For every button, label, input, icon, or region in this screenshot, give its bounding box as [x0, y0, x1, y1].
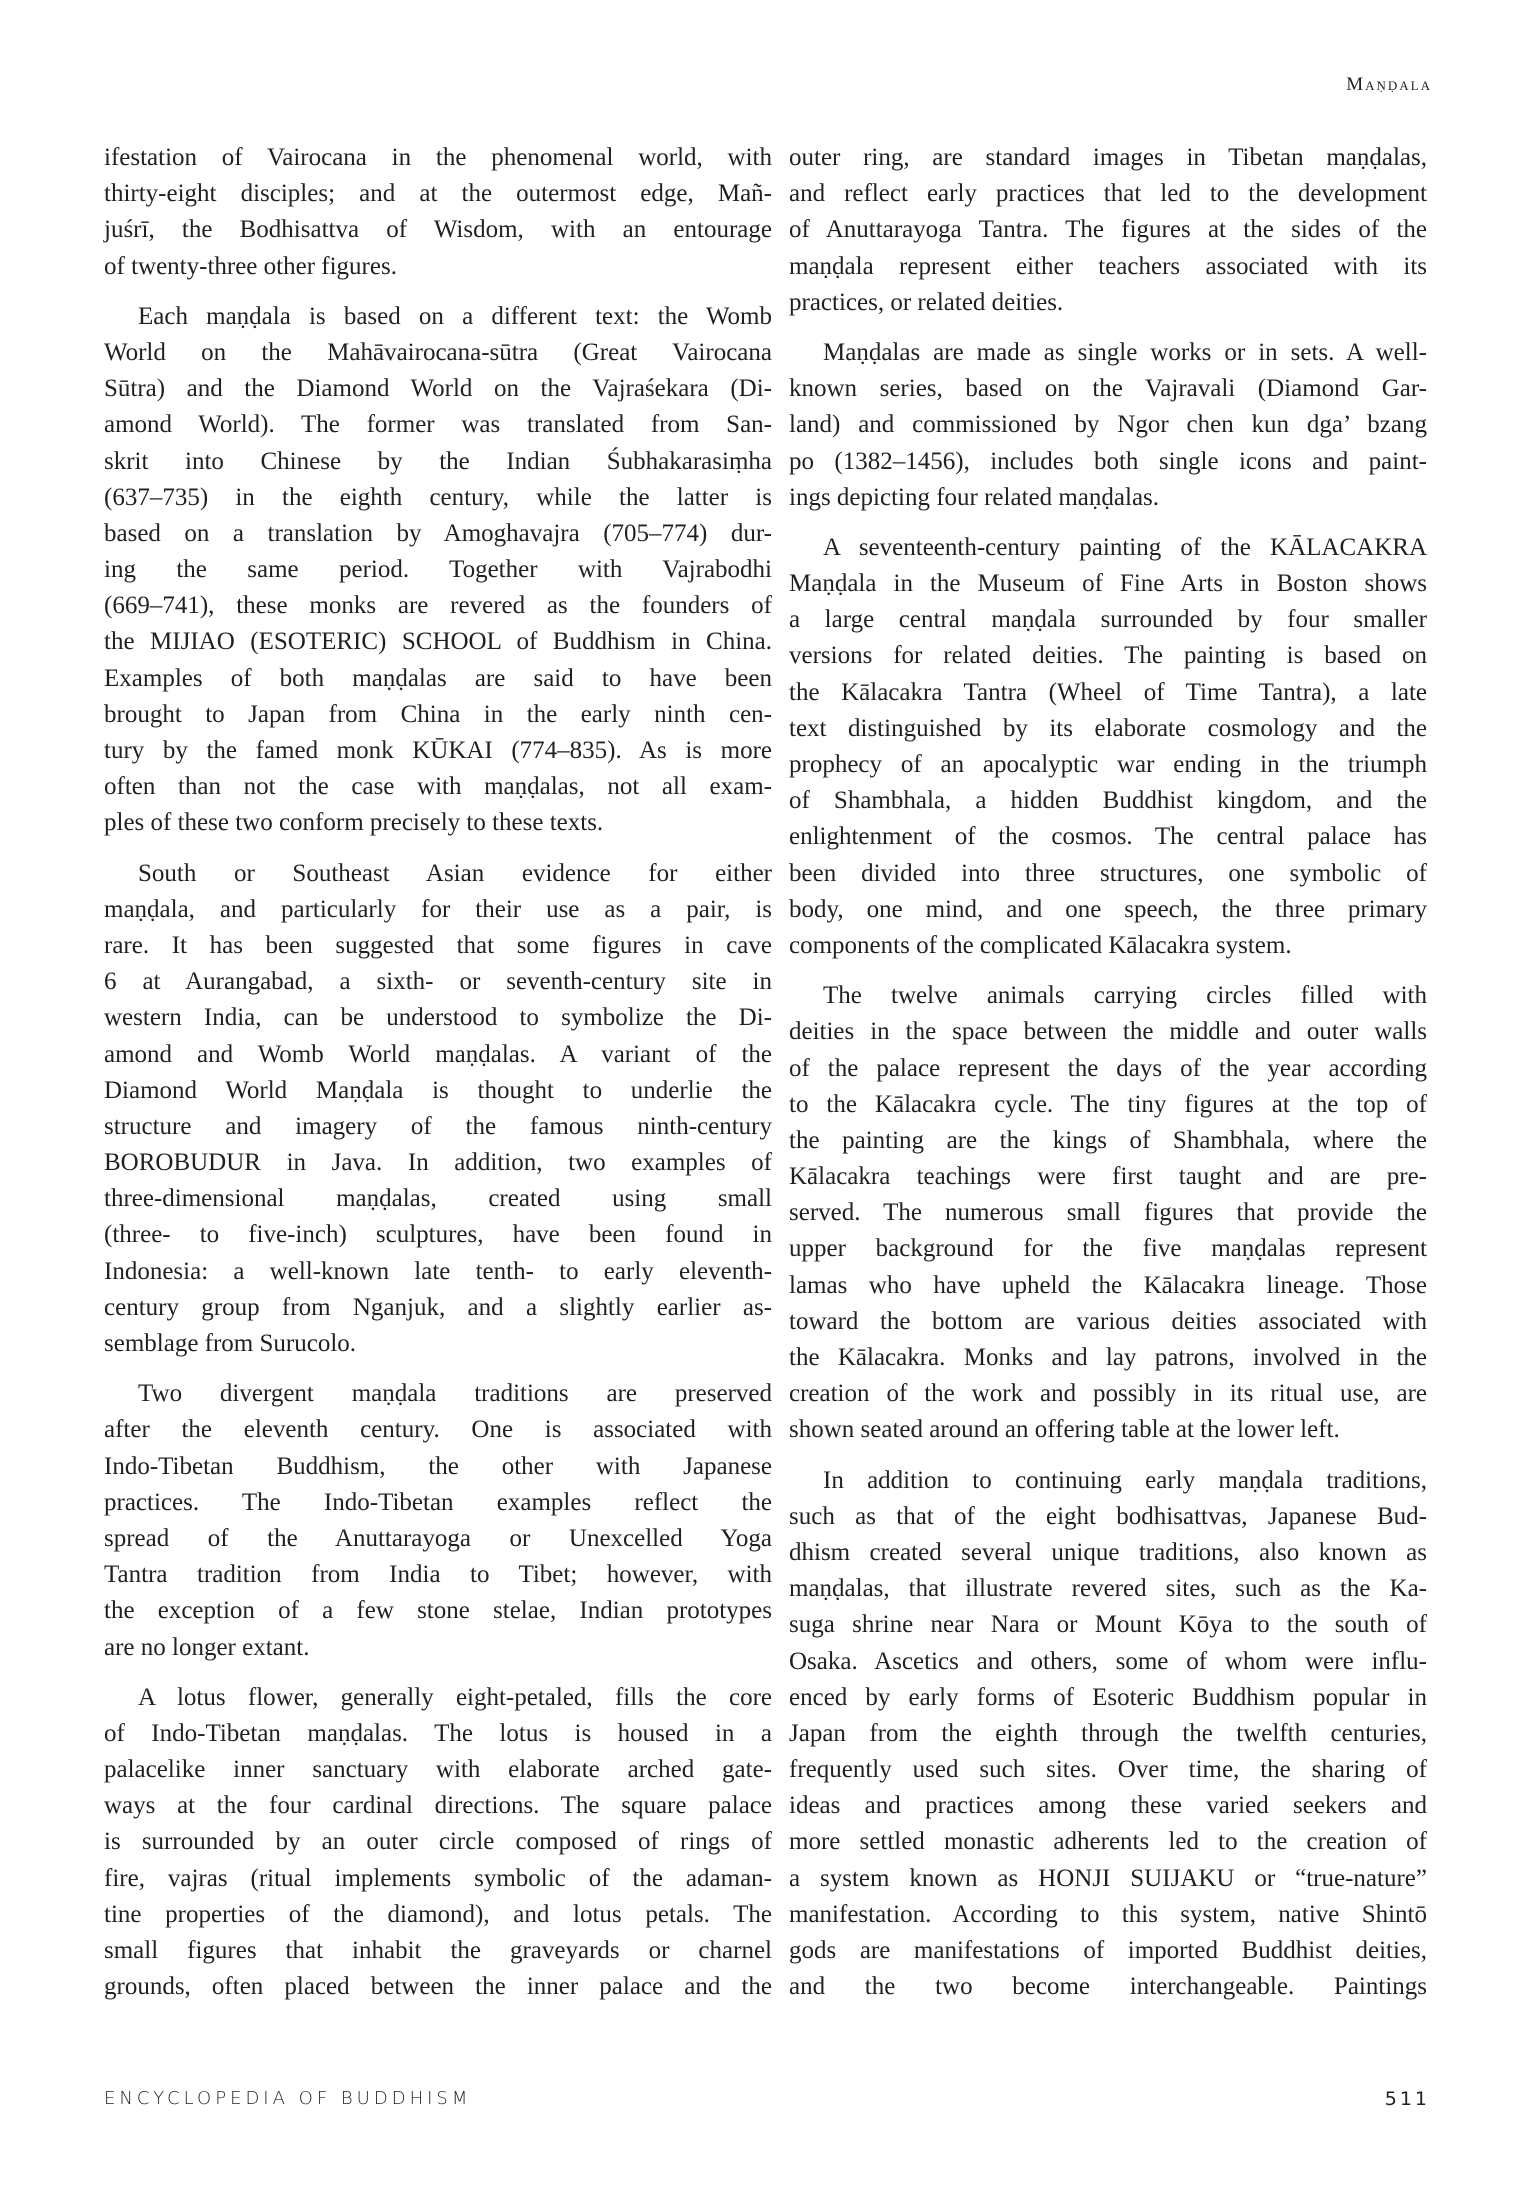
- text-line: skrit into Chinese by the Indian Śubhakarasiṃha: [104, 447, 772, 475]
- text-line: shown seated around an offering table at the lower left.: [789, 1416, 1340, 1444]
- text-line: dhism created several unique traditions, also known as: [789, 1538, 1427, 1566]
- text-line: po (1382–1456), includes both single icons and paint-: [789, 447, 1427, 475]
- text-line: components of the complicated Kālacakra system.: [789, 931, 1292, 959]
- text-line: upper background for the five maṇḍalas represent: [789, 1235, 1427, 1263]
- paragraph: [789, 1463, 1427, 2006]
- text-line: tury by the famed monk KŪKAI (774–835). As is more: [104, 737, 772, 764]
- text-line: structure and imagery of the famous ninth-century: [104, 1112, 772, 1140]
- text-line: palacelike inner sanctuary with elaborate arched gate-: [104, 1756, 772, 1784]
- text-line: practices. The Indo-Tibetan examples reflect the: [104, 1488, 772, 1516]
- text-line: Osaka. Ascetics and others, some of whom were influ-: [789, 1647, 1427, 1675]
- text-line: practices, or related deities.: [789, 288, 1064, 316]
- text-line: tine properties of the diamond), and lotus petals. The: [104, 1900, 772, 1928]
- text-line: South or Southeast Asian evidence for either: [138, 859, 772, 887]
- text-line: of Indo-Tibetan maṇḍalas. The lotus is housed in a: [104, 1719, 772, 1747]
- paragraph: [104, 1680, 772, 2006]
- right-column: [789, 140, 1427, 2019]
- text-line: based on a translation by Amoghavajra (705–774) dur-: [104, 519, 772, 547]
- running-head: Maṇḍala: [1346, 74, 1432, 95]
- paragraph: [789, 140, 1427, 321]
- paragraph: [789, 335, 1427, 516]
- text-line: In addition to continuing early maṇḍala traditions,: [823, 1466, 1427, 1494]
- text-line: amond World). The former was translated from San-: [104, 411, 772, 439]
- paragraph: [104, 1376, 772, 1666]
- text-line: western India, can be understood to symbolize the Di-: [104, 1004, 772, 1032]
- text-line: lamas who have upheld the Kālacakra lineage. Those: [789, 1271, 1427, 1299]
- text-line: often than not the case with maṇḍalas, not all exam-: [104, 773, 772, 801]
- text-line: known series, based on the Vajravali (Diamond Gar-: [789, 375, 1427, 403]
- paragraph: [104, 856, 772, 1363]
- text-line: A lotus flower, generally eight-petaled, fills the core: [138, 1683, 772, 1711]
- text-line: brought to Japan from China in the early ninth cen-: [104, 700, 772, 728]
- text-line: a system known as HONJI SUIJAKU or “true-nature”: [789, 1864, 1427, 1892]
- text-line: is surrounded by an outer circle composed of rings of: [104, 1828, 772, 1856]
- text-line: and reflect early practices that led to the development: [789, 180, 1427, 208]
- text-line: Diamond World Maṇḍala is thought to underlie the: [104, 1076, 772, 1104]
- text-line: of twenty-three other figures.: [104, 252, 397, 280]
- text-line: Indonesia: a well-known late tenth- to early eleventh-: [104, 1257, 772, 1285]
- text-line: of Anuttarayoga Tantra. The figures at the sides of the: [789, 216, 1427, 244]
- text-line: a large central maṇḍala surrounded by four smaller: [789, 606, 1427, 634]
- text-line: Sūtra) and the Diamond World on the Vajraśekara (Di-: [104, 375, 772, 403]
- text-line: text distinguished by its elaborate cosmology and the: [789, 714, 1427, 742]
- page-number: 511: [1384, 2088, 1430, 2110]
- paragraph: [789, 530, 1427, 964]
- text-line: prophecy of an apocalyptic war ending in the triumph: [789, 751, 1427, 778]
- text-line: Indo-Tibetan Buddhism, the other with Japanese: [104, 1452, 772, 1480]
- text-line: of the palace represent the days of the year according: [789, 1054, 1427, 1082]
- text-line: thirty-eight disciples; and at the outermost edge, Mañ-: [104, 180, 772, 208]
- text-line: land) and commissioned by Ngor chen kun dga’ bzang: [789, 411, 1427, 439]
- text-line: to the Kālacakra cycle. The tiny figures at the top of: [789, 1090, 1427, 1118]
- text-line: Japan from the eighth through the twelfth centuries,: [789, 1719, 1427, 1747]
- text-line: rare. It has been suggested that some figures in cave: [104, 931, 772, 959]
- text-line: semblage from Surucolo.: [104, 1330, 357, 1357]
- text-line: The twelve animals carrying circles filled with: [823, 982, 1427, 1010]
- text-line: maṇḍala, and particularly for their use as a pair, is: [104, 895, 772, 923]
- text-line: (669–741), these monks are revered as the founders of: [104, 592, 772, 620]
- text-line: enced by early forms of Esoteric Buddhism popular in: [789, 1683, 1427, 1711]
- text-line: versions for related deities. The painting is based on: [789, 642, 1427, 670]
- text-line: the Kālacakra. Monks and lay patrons, involved in the: [789, 1344, 1427, 1371]
- text-line: such as that of the eight bodhisattvas, Japanese Bud-: [789, 1502, 1427, 1530]
- footer-book-title: ENCYCLOPEDIA OF BUDDHISM: [104, 2088, 472, 2109]
- text-line: toward the bottom are various deities associated with: [789, 1307, 1427, 1335]
- left-column: [104, 140, 772, 2019]
- text-line: grounds, often placed between the inner palace and the: [104, 1973, 772, 2001]
- text-line: fire, vajras (ritual implements symbolic of the adaman-: [104, 1864, 772, 1892]
- text-line: A seventeenth-century painting of the KĀLACAKRA: [823, 533, 1427, 561]
- text-line: ples of these two conform precisely to these texts.: [104, 809, 604, 837]
- text-line: three-dimensional maṇḍalas, created using small: [104, 1185, 772, 1213]
- text-line: and the two become interchangeable. Paintings: [789, 1973, 1427, 2001]
- text-line: Maṇḍalas are made as single works or in sets. A well-: [823, 338, 1427, 366]
- text-line: Kālacakra teachings were first taught and are pre-: [789, 1163, 1427, 1191]
- text-line: ings depicting four related maṇḍalas.: [789, 483, 1160, 511]
- text-line: the exception of a few stone stelae, Indian prototypes: [104, 1597, 772, 1625]
- text-line: enlightenment of the cosmos. The central palace has: [789, 823, 1427, 851]
- paragraph: [104, 299, 772, 842]
- text-line: Maṇḍala in the Museum of Fine Arts in Boston shows: [789, 570, 1427, 598]
- text-line: amond and Womb World maṇḍalas. A variant of the: [104, 1040, 772, 1068]
- text-line: ideas and practices among these varied seekers and: [789, 1792, 1427, 1820]
- text-line: the painting are the kings of Shambhala, where the: [789, 1126, 1427, 1154]
- text-line: Each maṇḍala is based on a different text: the Womb: [138, 302, 772, 330]
- text-line: spread of the Anuttarayoga or Unexcelled Yoga: [104, 1524, 772, 1552]
- text-line: 6 at Aurangabad, a sixth- or seventh-century site in: [104, 968, 772, 996]
- text-line: small figures that inhabit the graveyards or charnel: [104, 1937, 772, 1964]
- text-line: are no longer extant.: [104, 1633, 310, 1661]
- text-line: deities in the space between the middle and outer walls: [789, 1018, 1427, 1046]
- text-line: outer ring, are standard images in Tibetan maṇḍalas,: [789, 144, 1427, 171]
- text-line: BOROBUDUR in Java. In addition, two examples of: [104, 1149, 772, 1177]
- text-line: the MIJIAO (ESOTERIC) SCHOOL of Buddhism in China.: [104, 628, 772, 656]
- text-line: World on the Mahāvairocana-sūtra (Great Vairocana: [104, 338, 772, 366]
- paragraph: [789, 978, 1427, 1448]
- text-line: ways at the four cardinal directions. The square palace: [104, 1792, 772, 1820]
- text-line: Examples of both maṇḍalas are said to have been: [104, 664, 772, 692]
- text-line: juśrī, the Bodhisattva of Wisdom, with an entourage: [104, 216, 772, 244]
- text-line: served. The numerous small figures that provide the: [789, 1199, 1427, 1227]
- text-line: manifestation. According to this system, native Shintō: [789, 1900, 1427, 1928]
- text-line: ing the same period. Together with Vajrabodhi: [104, 556, 772, 584]
- text-line: maṇḍalas, that illustrate revered sites, such as the Ka-: [789, 1575, 1427, 1603]
- text-line: more settled monastic adherents led to the creation of: [789, 1828, 1427, 1856]
- text-line: (three- to five-inch) sculptures, have been found in: [104, 1221, 772, 1249]
- text-line: after the eleventh century. One is associated with: [104, 1416, 772, 1444]
- text-line: maṇḍala represent either teachers associated with its: [789, 252, 1427, 280]
- text-line: century group from Nganjuk, and a slightly earlier as-: [104, 1293, 772, 1321]
- text-line: (637–735) in the eighth century, while the latter is: [104, 483, 772, 511]
- text-line: gods are manifestations of imported Buddhist deities,: [789, 1937, 1427, 1964]
- text-line: ifestation of Vairocana in the phenomenal world, with: [104, 144, 772, 171]
- text-line: creation of the work and possibly in its ritual use, are: [789, 1380, 1427, 1408]
- text-line: of Shambhala, a hidden Buddhist kingdom, and the: [789, 787, 1427, 815]
- text-line: Tantra tradition from India to Tibet; however, with: [104, 1561, 772, 1589]
- text-line: Two divergent maṇḍala traditions are preserved: [138, 1380, 772, 1408]
- text-line: the Kālacakra Tantra (Wheel of Time Tantra), a late: [789, 678, 1427, 706]
- text-line: been divided into three structures, one symbolic of: [789, 859, 1427, 887]
- paragraph: [104, 140, 772, 285]
- text-line: suga shrine near Nara or Mount Kōya to the south of: [789, 1611, 1427, 1639]
- text-line: frequently used such sites. Over time, the sharing of: [789, 1756, 1427, 1784]
- text-line: body, one mind, and one speech, the three primary: [789, 895, 1427, 923]
